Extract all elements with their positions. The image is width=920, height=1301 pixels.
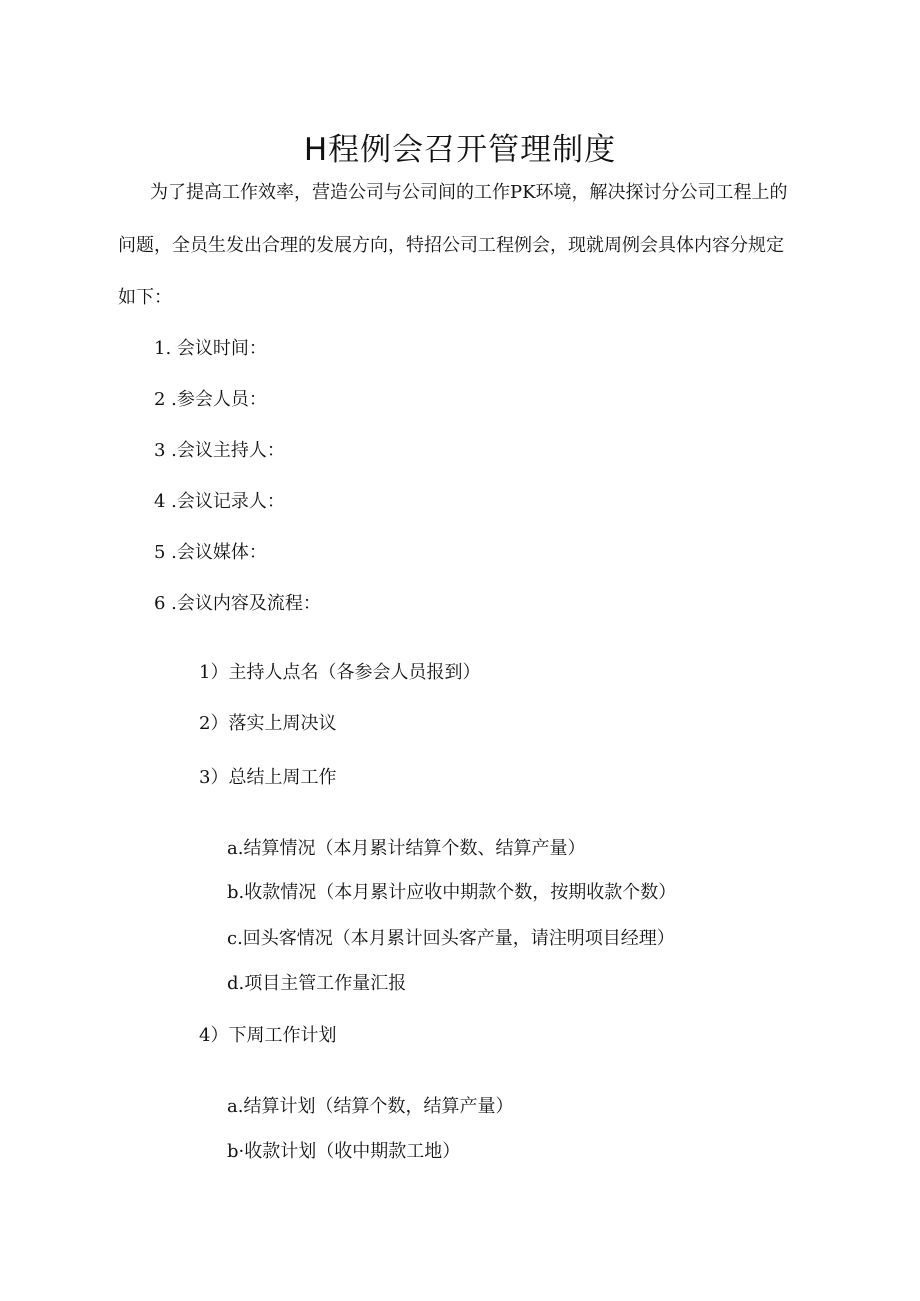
- content-process-item: 6 .会议内容及流程：: [154, 593, 321, 614]
- document-title: H程例会召开管理制度: [303, 132, 617, 168]
- process-last-week-summary: 3）总结上周工作: [199, 767, 337, 788]
- intro-line-2: 问题，全员生发出合理的发展方向，特招公司工程例会，现就周例会具体内容分规定: [118, 235, 784, 256]
- summary-settlement: a.结算情况（本月累计结算个数、结算产量）: [227, 838, 586, 859]
- summary-supervisor-report: d.项目主管工作量汇报: [227, 973, 407, 994]
- summary-collection: b.收款情况（本月累计应收中期款个数，按期收款个数）: [227, 882, 677, 903]
- intro-line-1: 为了提高工作效率，营造公司与公司间的工作PK环境，解决探讨分公司工程上的: [150, 182, 788, 203]
- media-item: 5 .会议媒体：: [154, 542, 267, 563]
- host-item: 3 .会议主持人：: [154, 440, 285, 461]
- process-last-week-decisions: 2）落实上周决议: [199, 713, 337, 734]
- meeting-time-item: 1. 会议时间：: [154, 338, 267, 359]
- intro-line-3: 如下：: [118, 287, 172, 308]
- process-next-week-plan: 4）下周工作计划: [199, 1025, 337, 1046]
- summary-repeat-customer: c.回头客情况（本月累计回头客产量，请注明项目经理）: [227, 928, 675, 949]
- participants-item: 2 .参会人员：: [154, 389, 267, 410]
- process-roll-call: 1）主持人点名（各参会人员报到）: [199, 662, 481, 683]
- plan-collection: b·收款计划（收中期款工地）: [227, 1141, 461, 1162]
- plan-settlement: a.结算计划（结算个数，结算产量）: [227, 1096, 514, 1117]
- recorder-item: 4 .会议记录人：: [154, 491, 285, 512]
